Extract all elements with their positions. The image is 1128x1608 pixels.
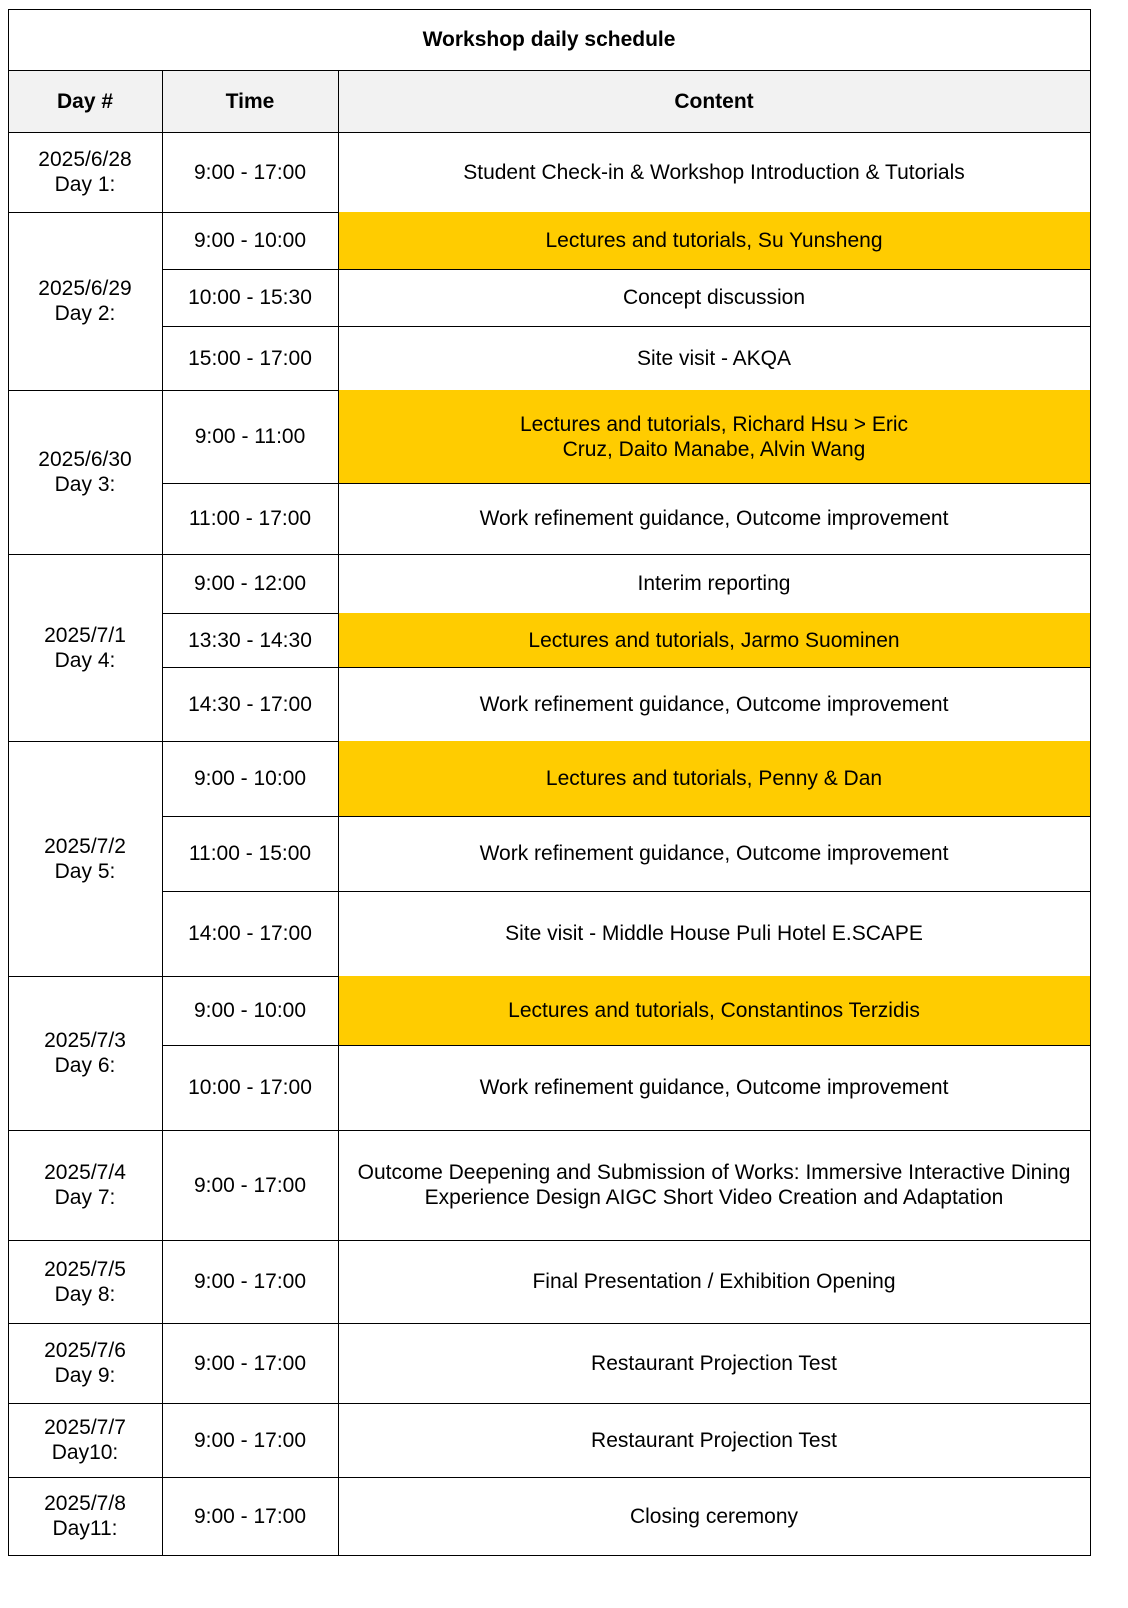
table-gridline	[338, 70, 339, 1556]
content-line: Work refinement guidance, Outcome improvement	[479, 692, 949, 716]
content-line: Lectures and tutorials, Constantinos Terzidis	[508, 999, 920, 1022]
header-time: Time	[162, 70, 338, 132]
day-date: 2025/6/29	[38, 277, 132, 300]
day-date: 2025/7/4	[44, 1161, 126, 1184]
day-date: 2025/7/8	[44, 1492, 126, 1515]
table-gridline	[1090, 9, 1091, 1556]
session-time: 9:00 - 17:00	[193, 1504, 307, 1528]
session-content-highlighted	[338, 613, 1090, 667]
content-line: Experience Design AIGC Short Video Creation and Adaptation	[424, 1186, 1004, 1209]
content-line: Site visit - Middle House Puli Hotel E.SCAPE	[505, 922, 923, 945]
session-content	[338, 1130, 1090, 1240]
header-content: Content	[338, 70, 1090, 132]
session-time: 9:00 - 17:00	[193, 1428, 307, 1452]
session-time: 9:00 - 17:00	[193, 1270, 307, 1293]
day-label: Day 9:	[54, 1364, 116, 1387]
session-time: 9:00 - 11:00	[194, 425, 306, 448]
day-label: Day 5:	[54, 859, 116, 883]
session-time: 11:00 - 15:00	[188, 842, 312, 865]
session-time: 15:00 - 17:00	[188, 346, 312, 370]
session-content	[338, 1403, 1090, 1477]
content-line: Work refinement guidance, Outcome improvement	[479, 1076, 949, 1099]
content-line: Lectures and tutorials, Penny & Dan	[545, 767, 883, 790]
session-content	[338, 483, 1090, 554]
content-line: Restaurant Projection Test	[591, 1351, 837, 1375]
day-label: Day11:	[52, 1517, 118, 1540]
day-cell	[8, 212, 162, 390]
session-content	[338, 132, 1090, 212]
table-gridline	[162, 70, 163, 1556]
day-cell	[8, 1403, 162, 1477]
day-cell	[8, 741, 162, 976]
table-gridline	[8, 9, 1091, 10]
table-gridline	[8, 132, 1091, 133]
session-content	[338, 816, 1090, 891]
day-cell	[8, 132, 162, 212]
session-time: 10:00 - 17:00	[188, 1076, 312, 1099]
content-line: Lectures and tutorials, Su Yunsheng	[545, 229, 883, 252]
day-date: 2025/6/28	[38, 148, 132, 171]
day-date: 2025/7/7	[44, 1416, 126, 1439]
content-line: Student Check-in & Workshop Introduction & Tutorials	[463, 160, 965, 184]
content-line: Cruz, Daito Manabe, Alvin Wang	[562, 437, 866, 461]
day-cell	[8, 554, 162, 741]
session-content-highlighted	[338, 741, 1090, 816]
day-label: Day10:	[51, 1441, 119, 1464]
session-time: 9:00 - 17:00	[193, 160, 307, 184]
session-content	[338, 269, 1090, 326]
content-line: Work refinement guidance, Outcome improvement	[479, 507, 949, 530]
session-content-highlighted	[338, 212, 1090, 269]
session-time: 9:00 - 10:00	[193, 767, 307, 790]
day-label: Day 1:	[54, 173, 116, 196]
session-time: 9:00 - 17:00	[193, 1173, 307, 1197]
session-content	[338, 667, 1090, 741]
session-time: 9:00 - 10:00	[193, 229, 307, 252]
table-title: Workshop daily schedule	[422, 28, 676, 51]
content-line: Interim reporting	[637, 572, 791, 595]
day-cell	[8, 1240, 162, 1323]
table-gridline	[8, 9, 9, 1556]
header-day: Day #	[8, 70, 162, 132]
session-content	[338, 1323, 1090, 1403]
content-line: Restaurant Projection Test	[591, 1428, 837, 1452]
day-label: Day 7:	[54, 1186, 116, 1209]
content-line: Concept discussion	[622, 286, 806, 309]
session-time: 13:30 - 14:30	[188, 628, 312, 652]
session-content	[338, 1240, 1090, 1323]
day-date: 2025/7/3	[44, 1029, 126, 1052]
day-cell	[8, 1130, 162, 1240]
session-content	[338, 891, 1090, 976]
session-content	[338, 554, 1090, 613]
session-time: 14:00 - 17:00	[188, 922, 312, 945]
session-content	[338, 1477, 1090, 1555]
session-time: 14:30 - 17:00	[188, 692, 312, 716]
day-cell	[8, 1323, 162, 1403]
session-time: 9:00 - 17:00	[193, 1351, 307, 1375]
content-line: Final Presentation / Exhibition Opening	[532, 1270, 896, 1293]
day-label: Day 4:	[54, 648, 116, 672]
session-time: 10:00 - 15:30	[188, 286, 312, 309]
session-time: 9:00 - 10:00	[193, 999, 307, 1022]
day-cell	[8, 1477, 162, 1555]
content-line: Site visit - AKQA	[636, 346, 792, 370]
day-label: Day 2:	[54, 302, 116, 325]
session-time: 9:00 - 12:00	[193, 572, 307, 595]
content-line: Closing ceremony	[629, 1504, 799, 1528]
table-gridline	[8, 1555, 1091, 1556]
day-label: Day 3:	[54, 473, 116, 496]
table-gridline	[8, 70, 1091, 71]
session-content-highlighted	[338, 976, 1090, 1045]
day-cell	[8, 976, 162, 1130]
content-line: Outcome Deepening and Submission of Works: Immersive Interactive Dining	[357, 1161, 1071, 1184]
day-label: Day 8:	[54, 1282, 116, 1306]
session-content-highlighted	[338, 390, 1090, 483]
day-date: 2025/7/2	[44, 834, 126, 858]
day-label: Day 6:	[54, 1054, 116, 1077]
day-date: 2025/7/6	[44, 1339, 126, 1362]
content-line: Lectures and tutorials, Jarmo Suominen	[528, 628, 900, 652]
content-line: Lectures and tutorials, Richard Hsu > Eric	[519, 412, 909, 436]
session-content	[338, 326, 1090, 390]
day-date: 2025/7/1	[44, 623, 126, 647]
day-cell	[8, 390, 162, 554]
content-line: Work refinement guidance, Outcome improvement	[479, 842, 949, 865]
session-time: 11:00 - 17:00	[188, 507, 312, 530]
day-date: 2025/7/5	[44, 1257, 126, 1281]
session-content	[338, 1045, 1090, 1130]
day-date: 2025/6/30	[38, 448, 132, 471]
